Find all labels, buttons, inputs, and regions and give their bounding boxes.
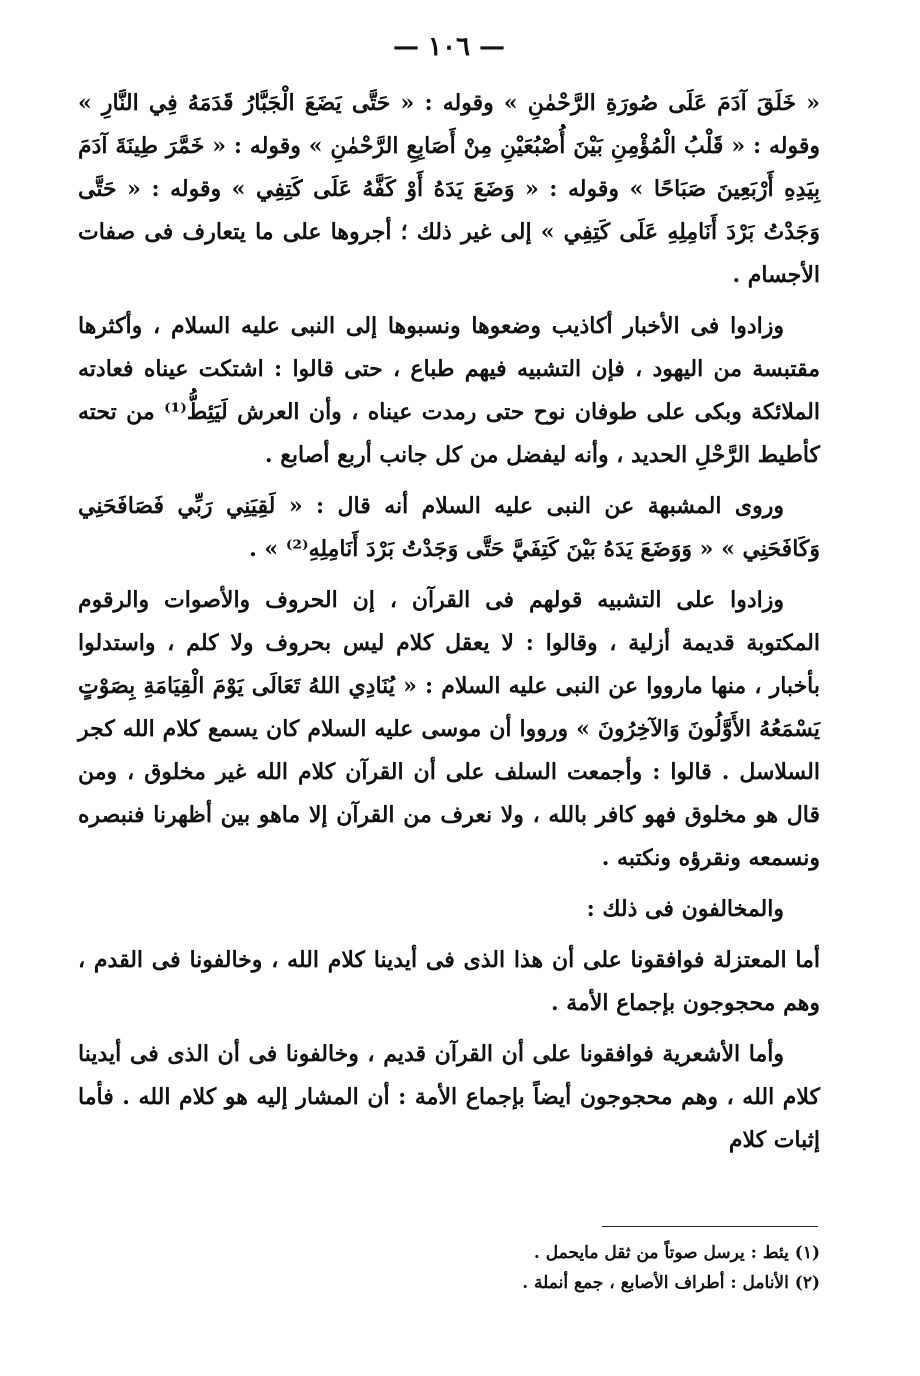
paragraph-mutazila: أما المعتزلة فوافقونا على أن هذا الذى فى أيدينا كلام الله ، وخالفونا فى القدم ، وهم محجوجون بإجماع الأمة . [78, 947, 820, 1016]
page-number: — ١٠٦ — [392, 32, 506, 62]
footnote-1: (١) يئط : يرسل صوتاً من ثقل مايحمل . [533, 1243, 820, 1263]
paragraph-fabricated-reports: وزادوا فى الأخبار أكاذيب وضعوها ونسبوها إلى النبى عليه السلام ، وأكثرها مقتبسة من اليهود ، فإن التشبيه فيهم طباع ، حتى قالوا : اشتكت عيناه فعادته الملائكة وبكى على طوفان نوح حتى رمدت عيناه ، وأن العرش لَيَئِطُّ⁽¹⁾ من تحته كأطيط الرَّحْلِ الحديد ، وأنه ليفضل من كل جانب أربع أصابع . [78, 313, 820, 468]
footnotes [400, 1238, 820, 1298]
footnote-2: (٢) الأنامل : أطراف الأصابع ، جمع أنملة . [522, 1273, 820, 1293]
main-text [78, 82, 820, 1162]
paragraph-quran-letters: وزادوا على التشبيه قولهم فى القرآن ، إن الحروف والأصوات والرقوم المكتوبة قديمة أزلية ، وقالوا : لا يعقل كلام ليس بحروف ولا كلم ، واستدلوا بأخبار ، منها مارووا عن النبى عليه السلام : « يُنَادِي اللهُ تَعَالَى يَوْمَ الْقِيَامَةِ بِصَوْتٍ يَسْمَعُهُ الأَوَّلُونَ وَالآخِرُونَ » ورووا أن موسى عليه السلام كان يسمع كلام الله كجر السلاسل . قالوا : وأجمعت السلف على أن القرآن كلام الله غير مخلوق ، ومن قال هو مخلوق فهو كافر بالله ، ولا نعرف من القرآن إلا ماهو بين أظهرنا فنبصره ونسمعه ونقرؤه ونكتبه . [78, 587, 820, 871]
paragraph-mushabbiha-narration: وروى المشبهة عن النبى عليه السلام أنه قال : « لَقِيَنِي رَبِّي فَصَافَحَنِي وَكَافَحَنِي » « وَوَضَعَ يَدَهُ بَيْنَ كَتِفَيَّ حَتَّى وَجَدْتُ بَرْدَ أَنَامِلِهِ⁽²⁾ » . [78, 493, 820, 562]
paragraph-ashariyya: وأما الأشعرية فوافقونا على أن القرآن قديم ، وخالفونا فى أن الذى فى أيدينا كلام الله ، وهم محجوجون أيضاً بإجماع الأمة : أن المشار إليه هو كلام الله . فأما إثبات كلام [78, 1041, 820, 1153]
paragraph-opponents-heading: والمخالفون فى ذلك : [586, 896, 784, 922]
footnote-divider [602, 1226, 818, 1227]
paragraph-hadith-list: « خَلَقَ آدَمَ عَلَى صُورَةِ الرَّحْمٰنِ » وقوله : « حَتَّى يَضَعَ الْجَبَّارُ قَدَمَهُ فِي النَّارِ » وقوله : « قَلْبُ الْمُؤْمِنِ بَيْنَ أُصْبُعَيْنِ مِنْ أَصَابِعِ الرَّحْمٰنِ » وقوله : « خَمَّرَ طِينَةَ آدَمَ بِيَدِهِ أَرْبَعِينَ صَبَاحًا » وقوله : « وَضَعَ يَدَهُ أَوْ كَفَّهُ عَلَى كَتِفِي » وقوله : « حَتَّى وَجَدْتُ بَرْدَ أَنَامِلِهِ عَلَى كَتِفِي » إلى غير ذلك ؛ أجروها على ما يتعارف فى صفات الأجسام . [78, 90, 820, 288]
